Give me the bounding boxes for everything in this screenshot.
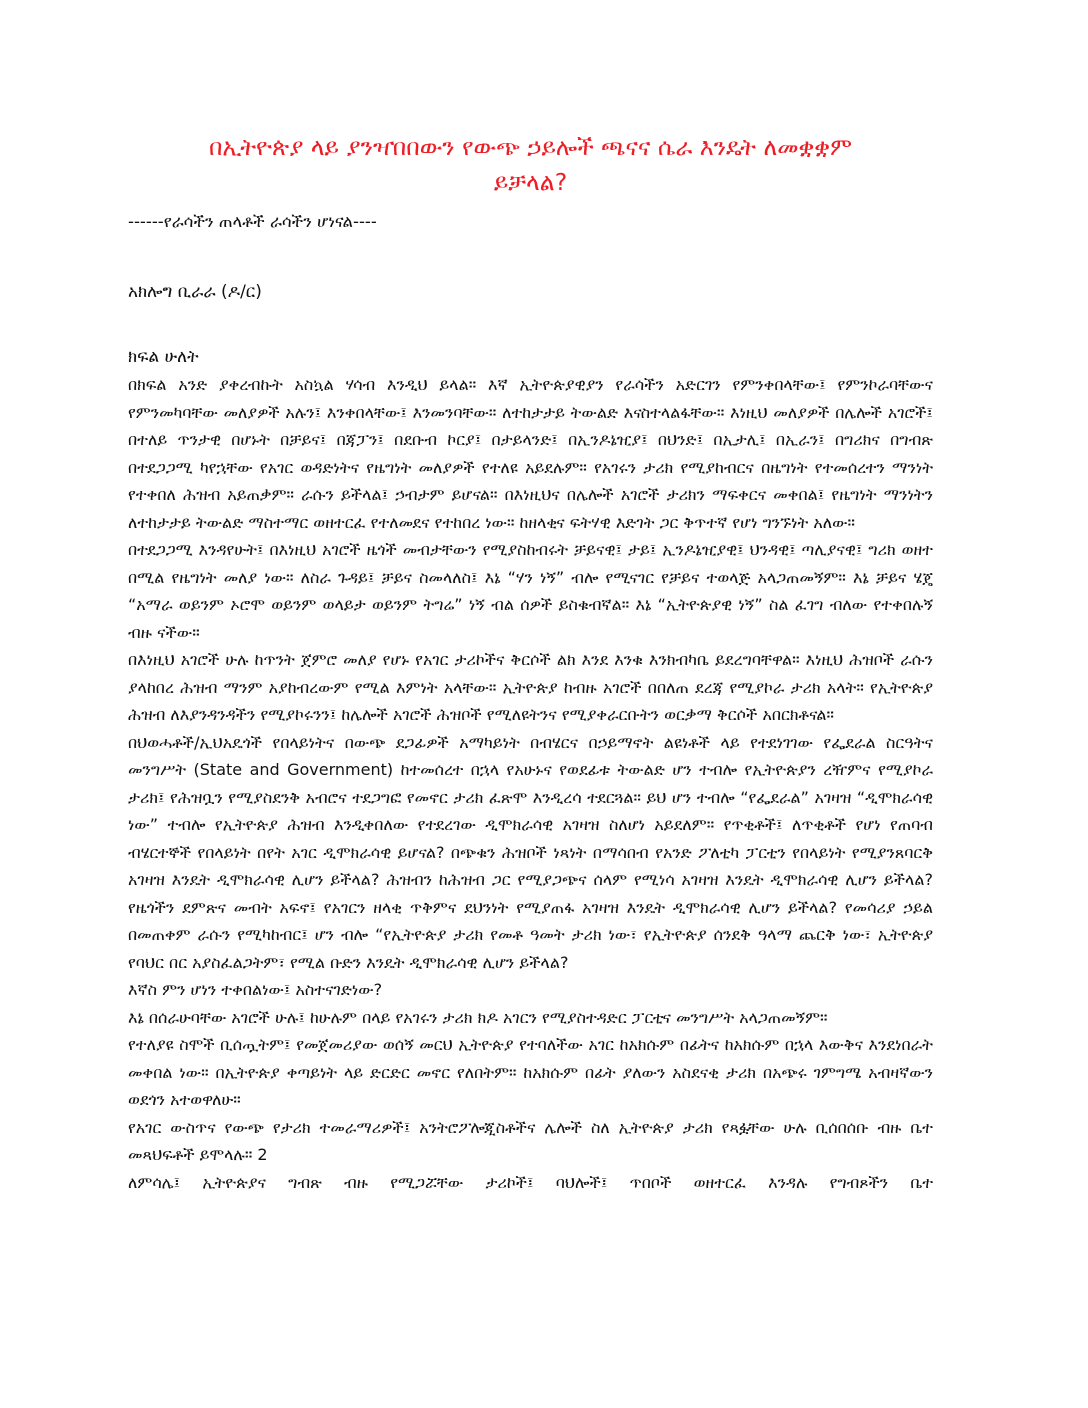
paragraph-6: እኔ በሰራሁባቸው አገሮች ሁሉ፤ ከሁሉም በላይ የአገሩን ታሪክ ክዶ አገርን የሚያስተዳድር ፓርቲና መንግሥት አላጋጠመኝም። [128, 1007, 828, 1027]
section-label: ክፍል ሁለት [128, 347, 199, 367]
paragraph-8: የአገር ውስጥና የውጭ የታሪክ ተመራማሪዎች፤ አንትሮፖሎጂስቶችና ሌሎች ስለ ኢትዮጵያ ታሪክ የጻፏቸው ሁሉ ቢሰበሰቡ ብዙ ቤተ መጻህፍቶች ይሞላሉ። 2 [128, 1117, 933, 1164]
paragraph-9: ለምሳሌ፤ ኢትዮጵያና ግብጽ ብዙ የሚጋሯቸው ታሪኮች፤ ባህሎች፤ ጥበቦች ወዘተርፈ እንዳሉ የግብጾችን ቤተ [128, 1172, 933, 1192]
paragraph-4: በህወሓቶች/ኢህአዴጎች የበላይነትና በውጭ ደጋፊዎች አማካይነት በብሄርና በኃይማኖት ልዩነቶች ላይ የተደነገገው የፌደራል ስርዓትና መንግሥት (State and Government) ከተመሰረተ በኋላ የአሁኑና የወደፊቱ ትውልድ ሆን ተብሎ የኢትዮጵያን ረዥምና የሚያኮራ ታሪክ፤ የሕዝቧን የሚያስደንቅ አብሮና ተደጋግፎ የመኖር ታሪክ ፈጽሞ እንዲረሳ ተደርጓል። ይህ ሆን ተብሎ “የፌደራል” አገዛዝ “ዲሞክራሳዊ ነው” ተብሎ የኢትዮጵያ ሕዝብ እንዲቀበለው የተደረገው ዲሞክራሳዊ አገዛዝ ስለሆነ አይደለም። የጥቂቶች፤ ለጥቂቶች የሆነ የጠባብ ብሄርተኞች የበላይነት በየት አገር ዲሞክራሳዊ ይሆናል? በጭቁን ሕዝቦች ነጻነት በማሳበብ የአንድ ፖለቲካ ፓርቲን የበላይነት የሚያንጸባርቅ አገዛዝ እንዴት ዲሞክራሳዊ ሊሆን ይችላል? ሕዝብን ከሕዝብ ጋር የሚያጋጭና ሰላም የሚነሳ አገዛዝ እንዴት ዲሞክራሳዊ ሊሆን ይችላል? የዜጎችን ደምጽና መብት አፍኖ፤ የአገርን ዘላቂ ጥቅምና ደህንነት የሚያጠፋ አገዛዝ እንዴት ዲሞክራሳዊ ሊሆን ይችላል? የመሳሪያ ኃይል በመጠቀም ራሱን የሚካከብር፤ ሆን ብሎ “የኢትዮጵያ ታሪክ የመቶ ዓመት ታሪክ ነው፣ የኢትዮጵያ ሰንደቅ ዓላማ ጨርቅ ነው፣ ኢትዮጵያ የባህር በር አያስፈልጋትም፣ የሚል ቡድን እንዴት ዲሞክራሳዊ ሊሆን ይችላል? [128, 732, 933, 972]
author-name: አክሎግ ቢራራ (ዶ/ር) [128, 282, 262, 302]
paragraph-3: በእነዚህ አገሮች ሁሉ ከጥንት ጀምሮ መለያ የሆኑ የአገር ታሪኮችና ቅርሶች ልክ እንደ እንቁ እንክብካቤ ይደረግባቸዋል። እነዚህ ሕዝቦች ራሱን ያላከበረ ሕዝብ ማንም አያከብረውም የሚል እምነት አላቸው። ኢትዮጵያ ከብዙ አገሮች በበለጠ ደረጃ የሚያኮራ ታሪክ አላት። የኢትዮጵያ ሕዝብ ለእያንዳንዳችን የሚያኮሩንን፤ ከሌሎች አገሮች ሕዝቦች የሚለዩትንና የሚያቀራርቡትን ወርቃማ ቅርሶች አበርክቶናል። [128, 650, 933, 724]
paragraph-1: በክፍል አንድ ያቀረብኩት አስኳል ሃሳብ እንዲህ ይላል። እኛ ኢትዮጵያዊያን የራሳችን አድርገን የምንቀበላቸው፤ የምንኮራባቸውና የምንመካባቸው መለያዎች አሉን፤ እንቀበላቸው፤ እንመንባቸው። ለተከታታይ ትውልድ እናስተላልፋቸው። እነዚህ መለያዎች በሌሎች አገሮች፤ በተለይ ጥንታዊ በሆኑት በቻይና፤ በጃፓን፤ በደቡብ ኮርያ፤ በታይላንድ፤ በኢንዶኔዢያ፤ በህንድ፤ በኢታሊ፤ በኢራን፤ በግሪክና በግብጽ በተደጋጋሚ ካየኋቸው የአገር ወዳድነትና የዜግነት መለያዎች የተለዩ አይደሉም። የአገሩን ታሪክ የሚያከብርና በዜግነት የተመሰረተን ማንነት የተቀበለ ሕዝብ አይጠቃም። ራሱን ይችላል፤ ኃብታም ይሆናል። በእነዚህና በሌሎች አገሮች ታሪክን ማፍቀርና መቀበል፤ የዜግነት ማንነትን ለተከታታይ ትውልድ ማስተማር ወዘተርፈ የተለመደና የተከበረ ነው። ከዘላቂና ፍትሃዊ እድገት ጋር ቅጥተኛ የሆነ ግንኙነት አለው። [128, 375, 933, 532]
subtitle: ------የራሳችን ጠላቶች ራሳችን ሆነናል---- [128, 212, 377, 231]
title-line-1: በኢትዮጵያ ላይ ያንዣበበውን የውጭ ኃይሎች ጫናና ሴራ እንዴት ለመቋቋም [208, 133, 853, 161]
title-line-2: ይቻላል? [493, 168, 568, 196]
document-title [128, 130, 933, 200]
paragraph-2: በተደጋጋሚ እንዳየሁት፤ በእነዚህ አገሮች ዜጎች መብታቸውን የሚያስከብሩት ቻይናዊ፤ ታይ፤ ኢንዶኔዢያዊ፤ ህንዳዊ፤ ጣሊያናዊ፤ ግሪክ ወዘተ በሚል የዜግነት መለያ ነው። ለስራ ጉዳይ፤ ቻይና ስመላለስ፤ እኔ “ሃን ነኝ” ብሎ የሚናገር የቻይና ተወላጅ አላጋጠመኝም። እኔ ቻይና ሄጄ “አማራ ወይንም ኦሮሞ ወይንም ወላይታ ወይንም ትግሬ” ነኝ ብል ሰዎች ይስቁብኛል። እኔ “ኢትዮጵያዊ ነኝ” ስል ፈገግ ብለው የተቀበሉኝ ብዙ ናችው። [128, 540, 933, 642]
paragraph-7: የተለያዩ ስሞች ቢሰጧትም፤ የመጀመሪያው ወሰኝ መርህ ኢትዮጵያ የተባለችው አገር ከአክሱም በፊትና ከአክሱም በኋላ እውቅና እንደነበራት መቀበል ነው። በኢትዮጵያ ቀጣይነት ላይ ድርድር መኖር የለበትም። ከአክሱም በፊት ያለውን አስደናቂ ታሪክ በአጭሩ ገምግሜ አብዛኛውን ወደጎን አተወዋለሁ። [128, 1035, 933, 1109]
paragraph-5: እኛስ ምን ሆነን ተቀበልነው፤ አስተናገድነው? [128, 980, 383, 999]
